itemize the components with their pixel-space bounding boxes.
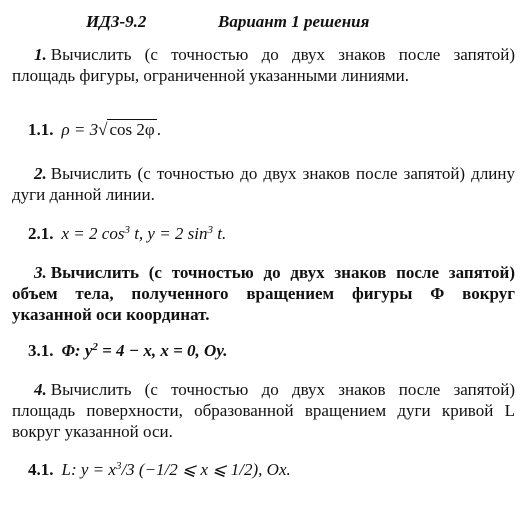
formula-exponent: 3 — [115, 460, 122, 472]
task-4 — [12, 379, 515, 442]
formula-1-1 — [28, 120, 161, 140]
sqrt-symbol: √ cos 2φ — [98, 120, 155, 139]
assignment-title: ИДЗ-9.2 — [86, 12, 147, 31]
task-text: Вычислить (с точностью до двух знаков после запятой) длину дуги данной линии. — [12, 164, 515, 204]
task-text: Вычислить (с точностью до двух знаков после запятой) объем тела, полученного вращением фигуры Φ вокруг указанной оси координат. — [12, 263, 515, 324]
formula-label: 2.1. — [28, 224, 54, 243]
formula-part: t, y = 2 sin — [129, 224, 208, 243]
formula-part: x = 2 cos — [61, 224, 125, 243]
task-number: 2. — [34, 164, 47, 183]
task-number: 4. — [34, 380, 47, 399]
formula-label: 3.1. — [28, 341, 54, 360]
task-text: Вычислить (с точностью до двух знаков после запятой) площадь поверхности, образованной вращением дуги кривой L вокруг указанной оси. — [12, 380, 515, 441]
formula-exponent: 3 — [124, 224, 130, 236]
formula-part: = 4 − x, x = 0, Oy. — [97, 341, 228, 360]
task-1 — [12, 44, 515, 86]
formula-prefix: ρ = 3 — [61, 120, 99, 139]
task-number: 3. — [34, 263, 47, 282]
formula-4-1 — [28, 460, 291, 480]
task-2 — [12, 163, 515, 205]
formula-label: 1.1. — [28, 120, 54, 139]
formula-radicand: cos 2φ — [109, 120, 155, 139]
formula-exponent: 3 — [207, 224, 214, 236]
formula-exponent: 2 — [92, 341, 98, 353]
formula-part: Φ: y — [61, 341, 93, 360]
formula-part: /3 (−1/2 ⩽ x ⩽ 1/2), Ox. — [121, 460, 291, 479]
formula-part: L: y = x — [61, 460, 116, 479]
task-text: Вычислить (с точностью до двух знаков после запятой) площадь фигуры, ограниченной указанными линиями. — [12, 45, 515, 85]
variant-title: Вариант 1 решения — [218, 12, 370, 31]
formula-label: 4.1. — [28, 460, 54, 479]
task-number: 1. — [34, 45, 47, 64]
formula-part: t. — [213, 224, 227, 243]
task-3 — [12, 262, 515, 325]
formula-suffix: . — [156, 120, 161, 139]
formula-3-1 — [28, 341, 228, 361]
formula-2-1 — [28, 224, 226, 244]
